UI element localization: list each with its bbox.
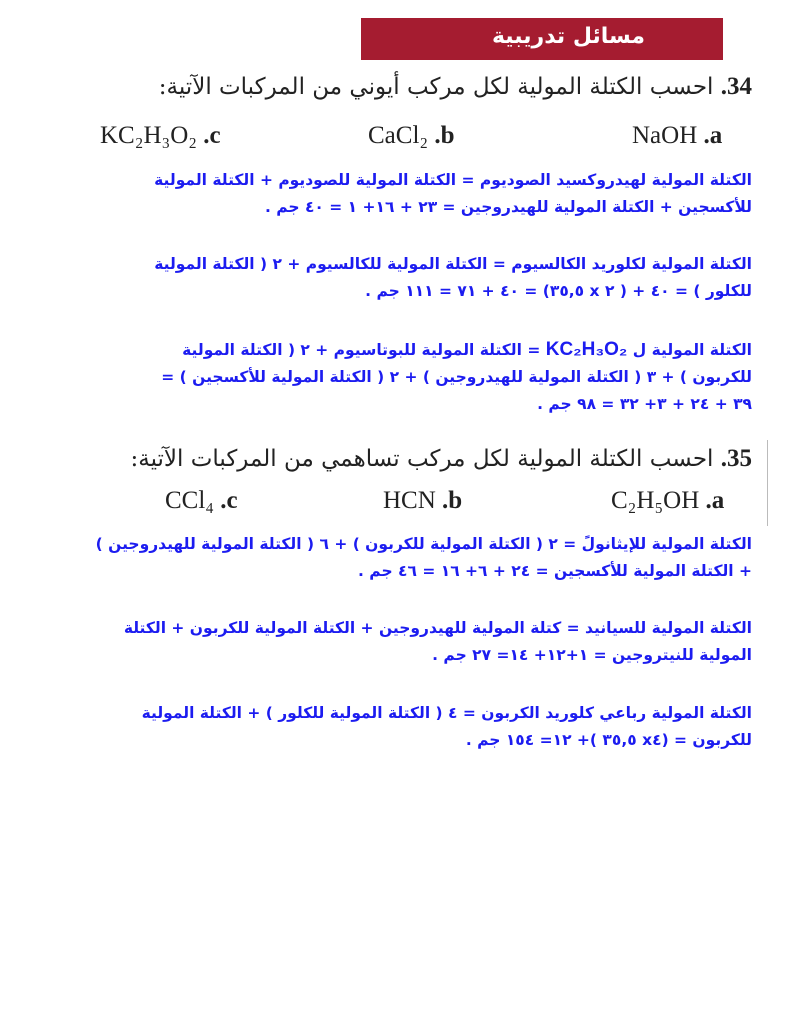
- answer-35c: [142, 700, 752, 754]
- option-letter: .a: [705, 487, 725, 514]
- option-letter: .b: [442, 487, 463, 514]
- option-formula: C₂H₅OH: [611, 487, 700, 514]
- answer-line: للكربون = (x٤ ٣٥,٥ )+ ١٢= ١٥٤ جم .: [465, 731, 752, 749]
- question-34: [159, 73, 752, 101]
- section-banner: [361, 18, 723, 60]
- option-35c: [165, 487, 238, 515]
- answer-line: الكتلة المولية للسيانيد = كتلة المولية للهيدروجين + الكتلة المولية للكربون + الكتلة: [123, 619, 752, 637]
- answer-line: الكتلة المولية لكلوريد الكالسيوم = الكتلة المولية للكالسيوم + ٢ ( الكتلة المولية: [154, 255, 752, 273]
- option-formula: HCN: [383, 487, 436, 514]
- option-letter: .b: [434, 122, 455, 149]
- answer-line: المولية للنيتروجين = ١+١٢+ ١٤= ٢٧ جم .: [432, 646, 752, 664]
- option-35a: [611, 487, 724, 515]
- answer-34b: [154, 251, 752, 305]
- answer-line: للكربون ) + ٣ ( الكتلة المولية للهيدروجين ) + ٢ ( الكتلة المولية للأكسجين ) =: [161, 368, 752, 386]
- question-number: 34.: [720, 73, 752, 100]
- option-formula: CaCl₂: [368, 122, 429, 149]
- option-34b: [368, 122, 455, 150]
- answer-line: [161, 336, 752, 364]
- answer-34c: [161, 336, 752, 418]
- question-35: [131, 445, 753, 473]
- answer-formula: KC₂H₃O₂: [545, 339, 628, 360]
- answer-line: + الكتلة المولية للأكسجين = ٢٤ + ٦+ ١٦ = ٤٦ جم .: [358, 562, 752, 580]
- option-34c: [100, 122, 221, 150]
- option-letter: .c: [220, 487, 238, 514]
- question-text: احسب الكتلة المولية لكل مركب أيوني من المركبات الآتية:: [158, 74, 714, 100]
- answer-text: = الكتلة المولية للبوتاسيوم + ٢ ( الكتلة المولية: [182, 341, 541, 359]
- option-34a: [632, 122, 722, 150]
- answer-text: الكتلة المولية ل: [632, 341, 752, 359]
- option-letter: .c: [203, 122, 221, 149]
- answer-35a: [96, 531, 752, 585]
- question-text: احسب الكتلة المولية لكل مركب تساهمي من المركبات الآتية:: [130, 446, 714, 472]
- option-formula: NaOH: [632, 122, 698, 149]
- answer-line: للكلور ) = ٤٠ + ( ٢ x ٣٥,٥) = ٤٠ + ٧١ = ١١١ جم .: [365, 282, 752, 300]
- answer-line: ٣٩ + ٢٤ + ٣+ ٣٢ = ٩٨ جم .: [537, 395, 752, 413]
- option-formula: KC₂H₃O₂: [100, 122, 197, 149]
- answer-line: الكتلة المولية رباعي كلوريد الكربون = ٤ ( الكتلة المولية للكلور ) + الكتلة المولية: [141, 704, 752, 722]
- option-35b: [383, 487, 462, 515]
- answer-35b: [124, 615, 752, 669]
- answer-line: للأكسجين + الكتلة المولية للهيدروجين = ٢٣ + ١٦+ ١ = ٤٠ جم .: [264, 198, 752, 216]
- answer-line: الكتلة المولية للإيثانولً = ٢ ( الكتلة المولية للكربون ) + ٦ ( الكتلة المولية للهيدروجين ): [95, 535, 752, 553]
- margin-rule: [767, 440, 768, 526]
- option-letter: .a: [703, 122, 723, 149]
- answer-34a: [154, 167, 752, 221]
- banner-title: مسائل تدريبية: [491, 24, 645, 49]
- option-formula: CCl₄: [165, 487, 215, 514]
- answer-line: الكتلة المولية لهيدروكسيد الصوديوم = الكتلة المولية للصوديوم + الكتلة المولية: [154, 171, 752, 189]
- question-number: 35.: [720, 445, 752, 472]
